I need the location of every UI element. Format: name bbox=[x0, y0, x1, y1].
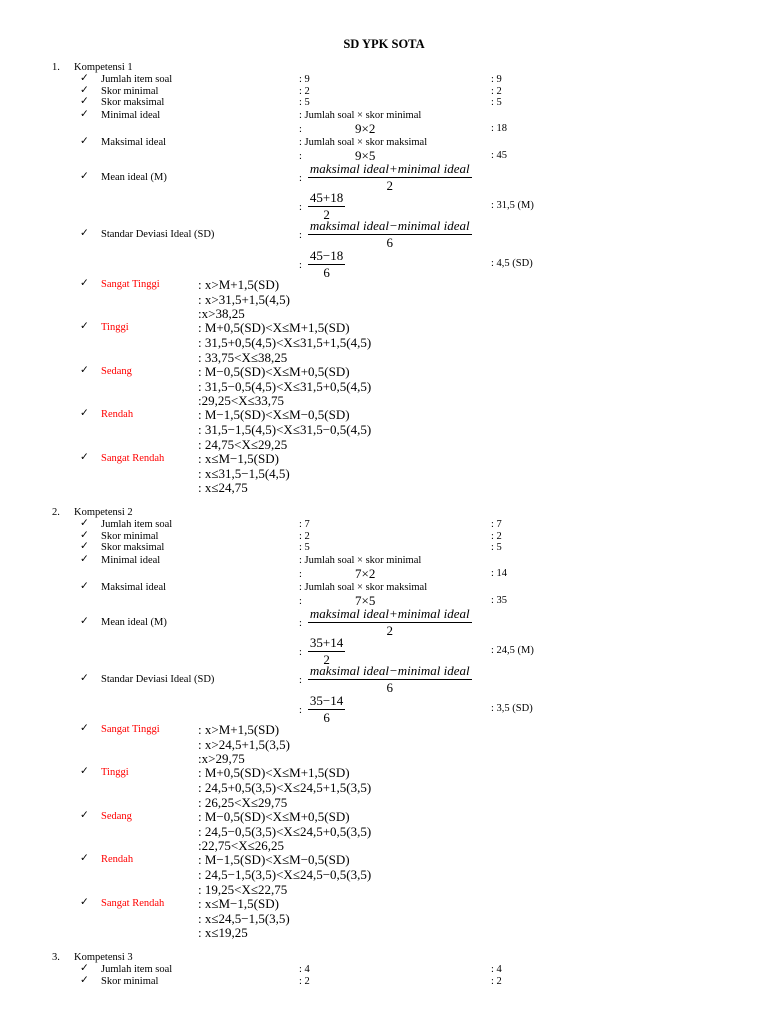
category-line: : x>24,5+1,5(3,5) bbox=[198, 737, 290, 752]
row-mid-value: : 9 bbox=[299, 74, 310, 85]
row-right-value: : 24,5 (M) bbox=[491, 645, 534, 656]
check-icon: ✓ bbox=[80, 530, 89, 541]
fraction-numerator: maksimal ideal−minimal ideal bbox=[309, 663, 470, 678]
check-icon: ✓ bbox=[80, 96, 89, 107]
colon: : bbox=[299, 151, 302, 162]
row-right-value: : 2 bbox=[491, 531, 502, 542]
fraction-denominator: 6 bbox=[323, 709, 330, 725]
colon: : bbox=[299, 229, 302, 241]
category-line: :22,75<X≤26,25 bbox=[198, 838, 284, 853]
row-calc: 9×5 bbox=[355, 148, 376, 163]
category-line: : 31,5−1,5(4,5)<X≤31,5−0,5(4,5) bbox=[198, 422, 372, 437]
check-icon: ✓ bbox=[80, 975, 89, 986]
section-heading: Kompetensi 1 bbox=[74, 62, 133, 73]
check-icon: ✓ bbox=[80, 171, 89, 182]
row-label: Skor maksimal bbox=[101, 542, 165, 553]
fraction-numerator: maksimal ideal+minimal ideal bbox=[309, 161, 470, 176]
fraction bbox=[308, 191, 345, 221]
category-line: : M−0,5(SD)<X≤M+0,5(SD) bbox=[198, 809, 350, 824]
row-right-value: : 35 bbox=[491, 595, 508, 606]
row-label: Maksimal ideal bbox=[101, 137, 167, 148]
row-mid-value: : 5 bbox=[299, 542, 310, 553]
fraction-denominator: 2 bbox=[386, 177, 394, 193]
check-icon: ✓ bbox=[80, 73, 89, 84]
mean-formula bbox=[299, 162, 472, 192]
check-icon: ✓ bbox=[80, 518, 89, 529]
row-label: Jumlah item soal bbox=[101, 519, 173, 530]
check-icon: ✓ bbox=[80, 810, 89, 821]
check-icon: ✓ bbox=[80, 723, 89, 734]
colon: : bbox=[299, 704, 302, 716]
fraction-numerator: maksimal ideal+minimal ideal bbox=[309, 606, 470, 621]
row-mid-value: : 2 bbox=[299, 531, 310, 542]
colon: : bbox=[299, 674, 302, 686]
category-label: Sangat Rendah bbox=[101, 453, 165, 464]
fraction-denominator: 2 bbox=[323, 651, 330, 667]
check-icon: ✓ bbox=[80, 581, 89, 592]
row-label: Skor minimal bbox=[101, 976, 159, 987]
check-icon: ✓ bbox=[80, 109, 89, 120]
category-line: : M+0,5(SD)<X≤M+1,5(SD) bbox=[198, 765, 350, 780]
row-mid-value: : 2 bbox=[299, 976, 310, 987]
check-icon: ✓ bbox=[80, 541, 89, 552]
category-line: : 24,5−1,5(3,5)<X≤24,5−0,5(3,5) bbox=[198, 867, 372, 882]
fraction bbox=[308, 249, 345, 279]
category-label: Rendah bbox=[101, 854, 134, 865]
row-right-value: : 5 bbox=[491, 542, 502, 553]
row-mid-formula: : Jumlah soal × skor maksimal bbox=[299, 137, 428, 148]
section-heading: Kompetensi 2 bbox=[74, 507, 133, 518]
fraction bbox=[308, 607, 472, 637]
category-line: : x≤M−1,5(SD) bbox=[198, 451, 279, 466]
check-icon: ✓ bbox=[80, 408, 89, 419]
row-right-value: : 45 bbox=[491, 150, 508, 161]
check-icon: ✓ bbox=[80, 897, 89, 908]
row-label: Maksimal ideal bbox=[101, 582, 167, 593]
category-line: :x>29,75 bbox=[198, 751, 245, 766]
check-icon: ✓ bbox=[80, 554, 89, 565]
check-icon: ✓ bbox=[80, 321, 89, 332]
fraction-numerator: 45−18 bbox=[309, 248, 344, 263]
row-mid-formula: : Jumlah soal × skor minimal bbox=[299, 110, 422, 121]
check-icon: ✓ bbox=[80, 228, 89, 239]
row-label: Standar Deviasi Ideal (SD) bbox=[101, 229, 215, 240]
section-number: 2. bbox=[52, 507, 60, 518]
mean-calc bbox=[299, 636, 345, 666]
row-label: Minimal ideal bbox=[101, 555, 161, 566]
category-line: : x>M+1,5(SD) bbox=[198, 722, 280, 737]
row-mid-formula: : Jumlah soal × skor maksimal bbox=[299, 582, 428, 593]
check-icon: ✓ bbox=[80, 365, 89, 376]
row-mid-formula: : Jumlah soal × skor minimal bbox=[299, 555, 422, 566]
sd-formula bbox=[299, 664, 472, 694]
row-right-value: : 14 bbox=[491, 568, 508, 579]
fraction bbox=[308, 636, 345, 666]
category-line: : 24,5−0,5(3,5)<X≤24,5+0,5(3,5) bbox=[198, 824, 372, 839]
category-line: : x>M+1,5(SD) bbox=[198, 277, 280, 292]
fraction-denominator: 6 bbox=[323, 264, 330, 280]
page-title: SD YPK SOTA bbox=[343, 37, 425, 51]
row-label: Jumlah item soal bbox=[101, 964, 173, 975]
check-icon: ✓ bbox=[80, 766, 89, 777]
category-line: : x≤24,5−1,5(3,5) bbox=[198, 911, 290, 926]
category-line: :x>38,25 bbox=[198, 306, 245, 321]
row-right-value: : 7 bbox=[491, 519, 502, 530]
row-label: Skor minimal bbox=[101, 86, 159, 97]
category-line: : x≤24,75 bbox=[198, 480, 248, 495]
category-line: : 33,75<X≤38,25 bbox=[198, 350, 288, 365]
row-calc: 7×5 bbox=[355, 593, 376, 608]
colon: : bbox=[299, 201, 302, 213]
category-label: Sedang bbox=[101, 811, 132, 822]
colon: : bbox=[299, 617, 302, 629]
category-line: : M−1,5(SD)<X≤M−0,5(SD) bbox=[198, 407, 350, 422]
fraction-numerator: 35+14 bbox=[309, 635, 344, 650]
fraction-numerator: 45+18 bbox=[309, 190, 344, 205]
mean-formula bbox=[299, 607, 472, 637]
fraction bbox=[308, 664, 472, 694]
row-calc: 7×2 bbox=[355, 566, 376, 581]
category-line: : x≤31,5−1,5(4,5) bbox=[198, 466, 290, 481]
row-label: Standar Deviasi Ideal (SD) bbox=[101, 674, 215, 685]
row-label: Jumlah item soal bbox=[101, 74, 173, 85]
row-right-value: : 4 bbox=[491, 964, 502, 975]
check-icon: ✓ bbox=[80, 673, 89, 684]
colon: : bbox=[299, 569, 302, 580]
category-label: Sangat Rendah bbox=[101, 898, 165, 909]
category-line: :29,25<X≤33,75 bbox=[198, 393, 284, 408]
category-line: : 31,5−0,5(4,5)<X≤31,5+0,5(4,5) bbox=[198, 379, 372, 394]
fraction-denominator: 6 bbox=[386, 234, 394, 250]
row-right-value: : 2 bbox=[491, 976, 502, 987]
check-icon: ✓ bbox=[80, 853, 89, 864]
colon: : bbox=[299, 646, 302, 658]
category-line: : 26,25<X≤29,75 bbox=[198, 795, 288, 810]
row-right-value: : 3,5 (SD) bbox=[491, 703, 533, 714]
row-right-value: : 2 bbox=[491, 86, 502, 97]
colon: : bbox=[299, 596, 302, 607]
sd-formula bbox=[299, 219, 472, 249]
check-icon: ✓ bbox=[80, 452, 89, 463]
category-line: : x≤M−1,5(SD) bbox=[198, 896, 279, 911]
category-label: Sangat Tinggi bbox=[101, 724, 160, 735]
fraction bbox=[308, 219, 472, 249]
fraction-denominator: 2 bbox=[386, 622, 394, 638]
category-label: Sedang bbox=[101, 366, 132, 377]
colon: : bbox=[299, 172, 302, 184]
category-label: Tinggi bbox=[101, 767, 129, 778]
row-right-value: : 31,5 (M) bbox=[491, 200, 534, 211]
row-label: Mean ideal (M) bbox=[101, 617, 167, 628]
row-right-value: : 5 bbox=[491, 97, 502, 108]
row-mid-value: : 5 bbox=[299, 97, 310, 108]
fraction-denominator: 2 bbox=[323, 206, 330, 222]
check-icon: ✓ bbox=[80, 85, 89, 96]
row-label: Skor minimal bbox=[101, 531, 159, 542]
check-icon: ✓ bbox=[80, 616, 89, 627]
category-label: Sangat Tinggi bbox=[101, 279, 160, 290]
colon: : bbox=[299, 259, 302, 271]
category-line: : 24,75<X≤29,25 bbox=[198, 437, 288, 452]
row-calc: 9×2 bbox=[355, 121, 376, 136]
row-label: Minimal ideal bbox=[101, 110, 161, 121]
sd-calc bbox=[299, 694, 345, 724]
category-line: : M−0,5(SD)<X≤M+0,5(SD) bbox=[198, 364, 350, 379]
section-number: 1. bbox=[52, 62, 60, 73]
row-mid-value: : 7 bbox=[299, 519, 310, 530]
category-line: : 31,5+0,5(4,5)<X≤31,5+1,5(4,5) bbox=[198, 335, 372, 350]
fraction-numerator: maksimal ideal−minimal ideal bbox=[309, 218, 470, 233]
category-line: : M+0,5(SD)<X≤M+1,5(SD) bbox=[198, 320, 350, 335]
category-line: : 19,25<X≤22,75 bbox=[198, 882, 288, 897]
category-label: Rendah bbox=[101, 409, 134, 420]
category-label: Tinggi bbox=[101, 322, 129, 333]
row-right-value: : 9 bbox=[491, 74, 502, 85]
fraction-denominator: 6 bbox=[386, 679, 394, 695]
category-line: : x≤19,25 bbox=[198, 925, 248, 940]
row-mid-value: : 2 bbox=[299, 86, 310, 97]
row-mid-value: : 4 bbox=[299, 964, 310, 975]
row-right-value: : 4,5 (SD) bbox=[491, 258, 533, 269]
row-label: Mean ideal (M) bbox=[101, 172, 167, 183]
category-line: : x>31,5+1,5(4,5) bbox=[198, 292, 290, 307]
colon: : bbox=[299, 124, 302, 135]
category-line: : 24,5+0,5(3,5)<X≤24,5+1,5(3,5) bbox=[198, 780, 372, 795]
fraction bbox=[308, 162, 472, 192]
mean-calc bbox=[299, 191, 345, 221]
check-icon: ✓ bbox=[80, 136, 89, 147]
row-right-value: : 18 bbox=[491, 123, 508, 134]
check-icon: ✓ bbox=[80, 278, 89, 289]
section-number: 3. bbox=[52, 952, 60, 963]
row-label: Skor maksimal bbox=[101, 97, 165, 108]
category-line: : M−1,5(SD)<X≤M−0,5(SD) bbox=[198, 852, 350, 867]
section-heading: Kompetensi 3 bbox=[74, 952, 133, 963]
check-icon: ✓ bbox=[80, 963, 89, 974]
fraction-numerator: 35−14 bbox=[309, 693, 344, 708]
sd-calc bbox=[299, 249, 345, 279]
fraction bbox=[308, 694, 345, 724]
